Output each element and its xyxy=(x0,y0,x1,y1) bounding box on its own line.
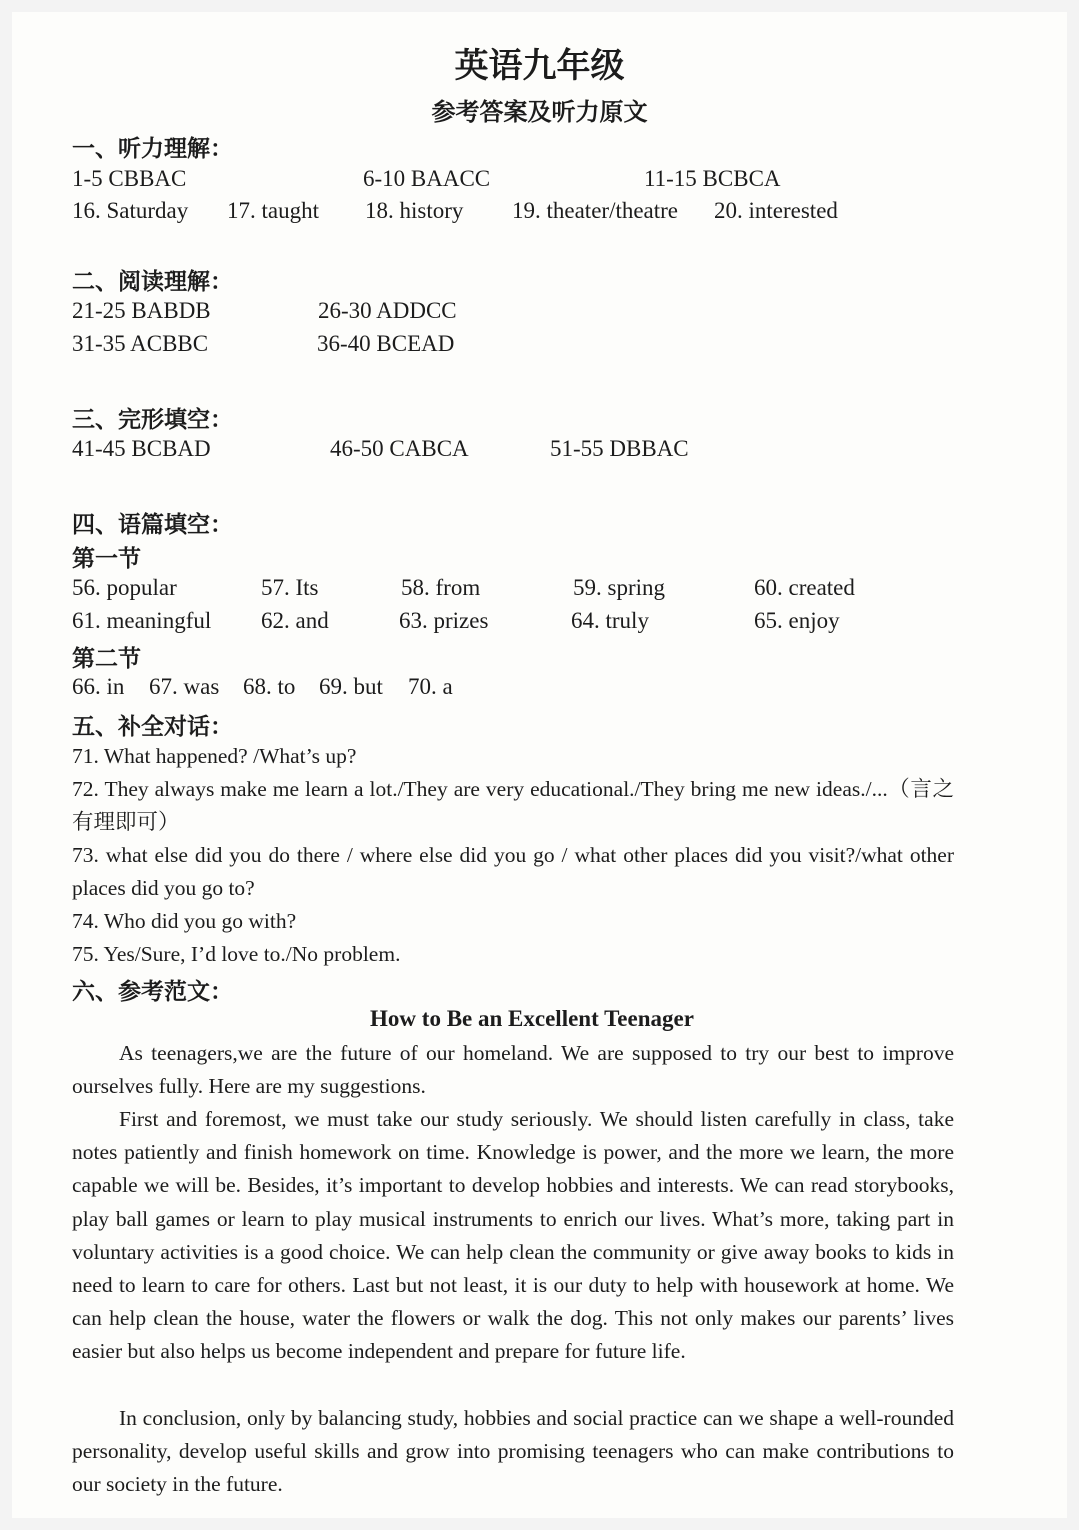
section-heading-dialogue: 五、补全对话： xyxy=(72,713,233,740)
section-heading-passage-fill: 四、语篇填空： xyxy=(72,511,233,538)
answer-21-25: 21-25 BABDB xyxy=(72,298,211,323)
answer-66: 66. in xyxy=(72,674,125,699)
essay-paragraph-3: In conclusion, only by balancing study, hobbies and social practice can we shape a well-rounded personality, develop useful skills and grow into promising teenagers who can make contributions to our society in the future. xyxy=(72,1406,954,1497)
answer-17: 17. taught xyxy=(227,198,319,223)
answer-18: 18. history xyxy=(365,198,464,223)
answer-57: 57. Its xyxy=(261,575,319,600)
answer-72: 72. They always make me learn a lot./They are very educational./They bring me new ideas./...（言之有理即可） xyxy=(72,777,954,835)
answer-19: 19. theater/theatre xyxy=(512,198,679,223)
answer-11-15: 11-15 BCBCA xyxy=(644,166,781,191)
answer-36-40: 36-40 BCEAD xyxy=(317,331,455,356)
answer-31-35: 31-35 ACBBC xyxy=(72,331,209,356)
answer-71: 71. What happened? /What’s up? xyxy=(72,744,357,768)
answer-64: 64. truly xyxy=(571,608,649,633)
answer-70: 70. a xyxy=(408,674,453,699)
answer-73: 73. what else did you do there / where else did you go / what other places did you visit?/what other places did you go to? xyxy=(72,843,954,901)
essay-paragraph-1: As teenagers,we are the future of our homeland. We are supposed to try our best to improve ourselves fully. Here are my suggestions. xyxy=(72,1041,954,1099)
answer-59: 59. spring xyxy=(573,575,665,600)
answer-46-50: 46-50 CABCA xyxy=(330,436,469,461)
answer-41-45: 41-45 BCBAD xyxy=(72,436,211,461)
section-heading-listening: 一、听力理解： xyxy=(72,135,233,162)
answer-26-30: 26-30 ADDCC xyxy=(318,298,457,323)
page-subtitle: 参考答案及听力原文 xyxy=(431,97,648,126)
answer-58: 58. from xyxy=(401,575,481,600)
answer-6-10: 6-10 BAACC xyxy=(363,166,491,191)
answer-51-55: 51-55 DBBAC xyxy=(550,436,689,461)
answer-63: 63. prizes xyxy=(399,608,489,633)
answer-60: 60. created xyxy=(754,575,855,600)
answer-61: 61. meaningful xyxy=(72,608,212,633)
answer-sheet-page xyxy=(12,12,1067,1518)
answer-69: 69. but xyxy=(319,674,383,699)
essay-title: How to Be an Excellent Teenager xyxy=(370,1006,694,1031)
section-heading-cloze: 三、完形填空： xyxy=(72,406,233,433)
answer-56: 56. popular xyxy=(72,575,177,600)
section-heading-sample-essay: 六、参考范文： xyxy=(72,978,233,1005)
answer-68: 68. to xyxy=(243,674,296,699)
section-heading-reading: 二、阅读理解： xyxy=(72,268,233,295)
answer-1-5: 1-5 CBBAC xyxy=(72,166,187,191)
page-title: 英语九年级 xyxy=(454,46,625,86)
answer-62: 62. and xyxy=(261,608,329,633)
part-one-label: 第一节 xyxy=(72,545,141,572)
answer-65: 65. enjoy xyxy=(754,608,840,633)
answer-20: 20. interested xyxy=(714,198,838,223)
part-two-label: 第二节 xyxy=(72,645,141,672)
answer-67: 67. was xyxy=(149,674,220,699)
answer-75: 75. Yes/Sure, I’d love to./No problem. xyxy=(72,942,401,966)
answer-74: 74. Who did you go with? xyxy=(72,909,297,933)
essay-paragraph-2: First and foremost, we must take our study seriously. We should listen carefully in class, take notes patiently and finish homework on time. Knowledge is power, and the more we learn, the more capable we will be. Besides, it’s important to develop hobbies and interests. We can read storybooks, play ball games or learn to play musical instruments to enrich our lives. What’s more, taking part in voluntary activities is a good choice. We can help clean the community or give away books to kids in need to learn to care for others. Last but not least, it is our duty to help with housework at home. We can help clean the house, water the flowers or walk the dog. This not only makes our parents’ lives easier but also helps us become independent and prepare for future life. xyxy=(72,1107,954,1364)
answer-16: 16. Saturday xyxy=(72,198,189,223)
